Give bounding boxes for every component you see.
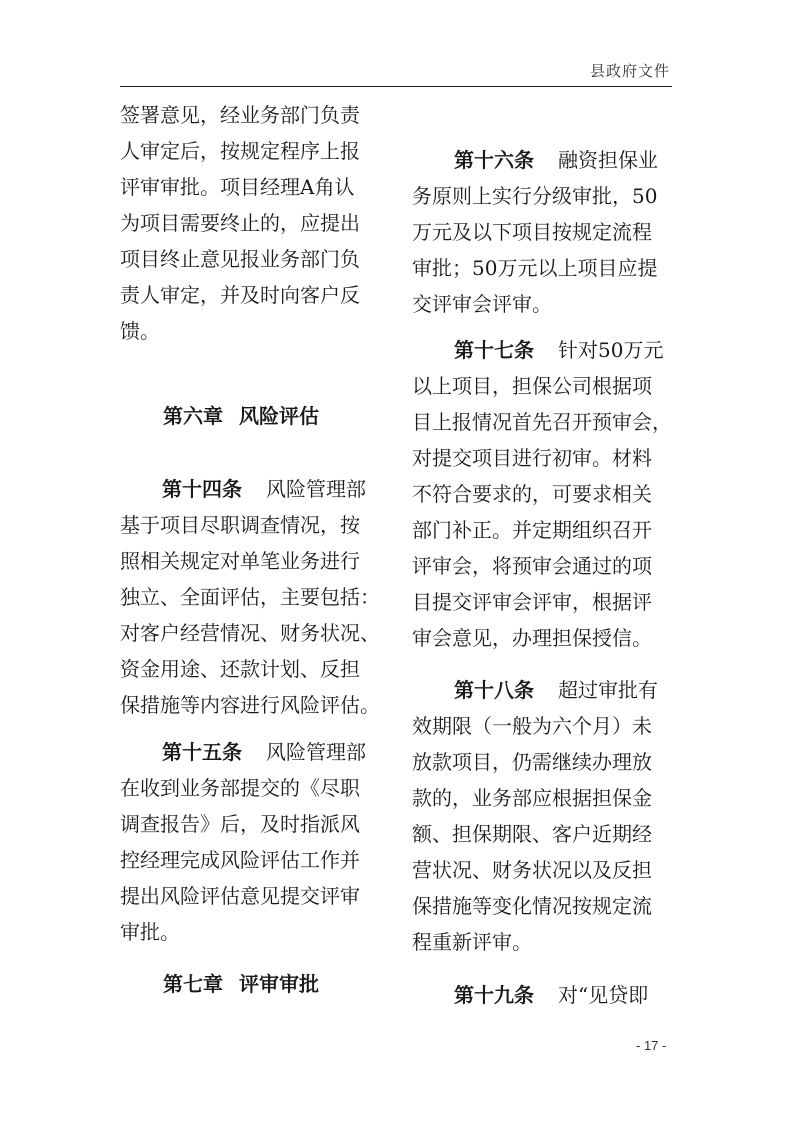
text-line: 评审会，将预审会通过的项 xyxy=(412,554,652,578)
text-line: 审批。 xyxy=(120,920,180,944)
text-line: 目提交评审会评审，根据评 xyxy=(412,590,652,614)
text-line: 针对50万元 xyxy=(558,338,664,362)
text-line: 签署意见，经业务部门负责 xyxy=(120,103,360,127)
text-line: 目上报情况首先召开预审会， xyxy=(412,410,672,434)
header-title: 县政府文件 xyxy=(589,62,670,80)
chapter-7-heading xyxy=(163,968,319,997)
text-line: 责人审定，并及时向客户反 xyxy=(120,283,360,307)
header-rule xyxy=(120,86,672,87)
text-line: 万元及以下项目按规定流程 xyxy=(412,220,652,244)
article-15 xyxy=(120,734,366,950)
page-number: - 17 - xyxy=(636,1038,667,1053)
article-label: 第十五条 xyxy=(162,740,242,764)
text-line: 保措施等内容进行风险评估。 xyxy=(120,693,380,717)
chapter-number: 第六章 xyxy=(163,404,223,428)
article-label: 第十八条 xyxy=(454,678,534,702)
chapter-6-heading xyxy=(163,400,319,429)
article-label: 第十六条 xyxy=(454,148,534,172)
text-line: 融资担保业 xyxy=(558,148,658,172)
text-line: 保措施等变化情况按规定流 xyxy=(412,894,652,918)
text-line: 效期限（一般为六个月）未 xyxy=(412,714,652,738)
article-18 xyxy=(412,672,658,960)
text-line: 程重新评审。 xyxy=(412,930,532,954)
text-line: 部门补正。并定期组织召开 xyxy=(412,518,652,542)
text-line: 资金用途、还款计划、反担 xyxy=(120,657,360,681)
article-14 xyxy=(120,471,380,723)
text-line: 提出风险评估意见提交评审 xyxy=(120,884,360,908)
text-line: 款的，业务部应根据担保金 xyxy=(412,786,652,810)
chapter-number: 第七章 xyxy=(163,972,223,996)
text-line: 人审定后，按规定程序上报 xyxy=(120,139,360,163)
text-line: 风险管理部 xyxy=(266,477,366,501)
text-line: 放款项目，仍需继续办理放 xyxy=(412,750,652,774)
text-line: 不符合要求的，可要求相关 xyxy=(412,482,652,506)
text-line: 对客户经营情况、财务状况、 xyxy=(120,621,380,645)
article-label: 第十七条 xyxy=(454,338,534,362)
text-line: 营状况、财务状况以及反担 xyxy=(412,858,652,882)
article-16 xyxy=(412,142,658,322)
text-line: 独立、全面评估，主要包括： xyxy=(120,585,380,609)
article-label: 第十九条 xyxy=(454,983,534,1007)
text-line: 控经理完成风险评估工作并 xyxy=(120,848,360,872)
text-line: 馈。 xyxy=(120,319,160,343)
chapter-title: 风险评估 xyxy=(239,404,319,428)
article-label: 第十四条 xyxy=(162,477,242,501)
text-line: 以上项目，担保公司根据项 xyxy=(412,374,652,398)
article-19 xyxy=(412,977,648,1013)
text-line: 为项目需要终止的，应提出 xyxy=(120,211,360,235)
text-line: 额、担保期限、客户近期经 xyxy=(412,822,652,846)
text-line: 在收到业务部提交的《尽职 xyxy=(120,776,360,800)
text-line: 务原则上实行分级审批，50 xyxy=(412,184,658,208)
text-line: 项目终止意见报业务部门负 xyxy=(120,247,360,271)
text-line: 调查报告》后，及时指派风 xyxy=(120,812,360,836)
text-line: 交评审会评审。 xyxy=(412,292,552,316)
left-column-top xyxy=(120,97,360,349)
text-line: 基于项目尽职调查情况，按 xyxy=(120,513,360,537)
text-line: 对“见贷即 xyxy=(558,983,649,1007)
text-line: 对提交项目进行初审。材料 xyxy=(412,446,652,470)
article-17 xyxy=(412,332,672,656)
text-line: 审批；50万元以上项目应提 xyxy=(412,256,658,280)
text-line: 超过审批有 xyxy=(558,678,658,702)
chapter-title: 评审审批 xyxy=(239,972,319,996)
text-line: 照相关规定对单笔业务进行 xyxy=(120,549,360,573)
text-line: 风险管理部 xyxy=(266,740,366,764)
text-line: 审会意见，办理担保授信。 xyxy=(412,626,652,650)
text-line: 评审审批。项目经理A角认 xyxy=(120,175,355,199)
